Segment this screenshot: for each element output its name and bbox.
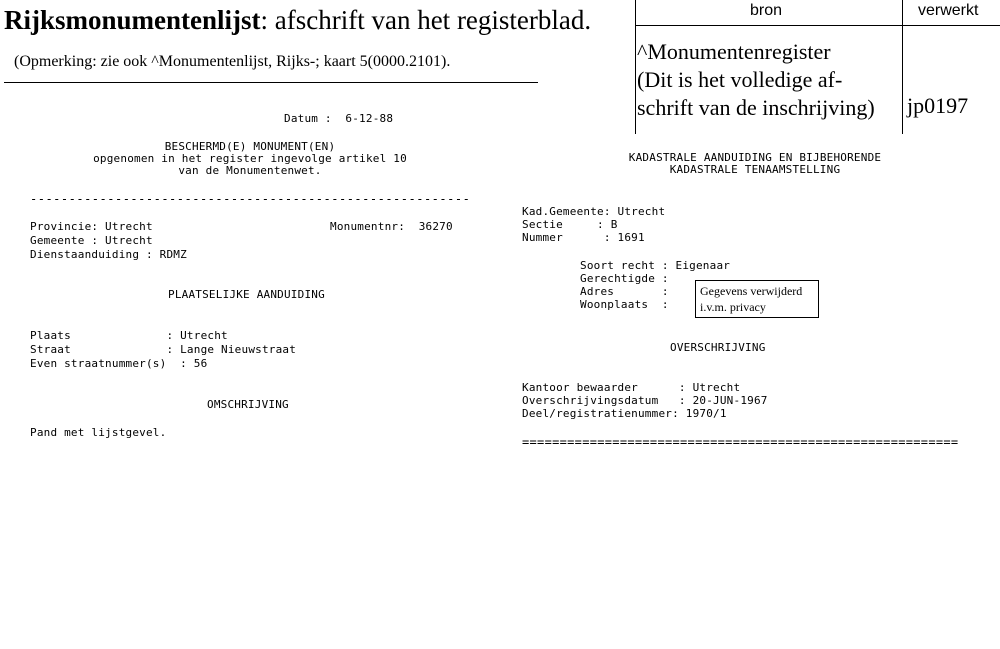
dienstaanduiding: Dienstaanduiding : RDMZ: [30, 248, 187, 261]
woonplaats: Woonplaats :: [580, 298, 669, 311]
datum: Datum : 6-12-88: [284, 112, 394, 125]
heading-line: opgenomen in het register ingevolge artikel 10: [93, 152, 407, 165]
column-header-bron: bron: [750, 2, 783, 19]
kantoor-bewaarder: Kantoor bewaarder : Utrecht: [522, 381, 741, 394]
privacy-line: i.v.m. privacy: [700, 300, 766, 314]
equals-separator: ==========================================================: [522, 435, 959, 449]
bron-cell: [637, 38, 875, 122]
heading-line: van de Monumentenwet.: [178, 164, 322, 177]
privacy-notice-box: [695, 280, 819, 318]
page-title-bold: Rijksmonumentenlijst: [4, 5, 261, 35]
kad-gemeente: Kad.Gemeente: Utrecht: [522, 205, 666, 218]
table-left-border: [635, 0, 636, 134]
omschrijving-title: OMSCHRIJVING: [207, 398, 289, 411]
overschrijvingsdatum: Overschrijvingsdatum : 20-JUN-1967: [522, 394, 768, 407]
bron-line: ^Monumentenregister: [637, 39, 831, 64]
table-column-divider: [902, 0, 903, 134]
sectie: Sectie : B: [522, 218, 618, 231]
privacy-line: Gegevens verwijderd: [700, 284, 803, 298]
adres: Adres :: [580, 285, 669, 298]
soort-recht: Soort recht : Eigenaar: [580, 259, 731, 272]
kad-heading-line: KADASTRALE TENAAMSTELLING: [669, 163, 841, 176]
page-title: [4, 2, 591, 38]
monument-heading: [40, 141, 460, 177]
table-header-divider: [635, 25, 1000, 26]
deel-registratienummer: Deel/registratienummer: 1970/1: [522, 407, 727, 420]
kad-heading-line: KADASTRALE AANDUIDING EN BIJBEHORENDE: [628, 151, 882, 164]
kadastrale-heading: [550, 152, 960, 176]
straat: Straat : Lange Nieuwstraat: [30, 343, 297, 356]
plaatselijke-aanduiding-title: PLAATSELIJKE AANDUIDING: [168, 288, 325, 301]
heading-line: BESCHERMD(E) MONUMENT(EN): [164, 140, 336, 153]
plaats: Plaats : Utrecht: [30, 329, 228, 342]
dash-separator: ---------------------------------------------------------: [30, 192, 471, 206]
omschrijving: Pand met lijstgevel.: [30, 426, 167, 439]
provincie: Provincie: Utrecht: [30, 220, 153, 233]
nummer: Nummer : 1691: [522, 231, 645, 244]
overschrijving-title: OVERSCHRIJVING: [670, 341, 766, 354]
column-header-verwerkt: verwerkt: [918, 2, 979, 19]
verwerkt-cell: jp0197: [907, 93, 969, 118]
page-title-rest: : afschrift van het registerblad.: [260, 5, 592, 35]
gemeente: Gemeente : Utrecht: [30, 234, 153, 247]
bron-line: schrift van de inschrijving): [637, 95, 875, 120]
bron-line: (Dit is het volledige af-: [637, 67, 843, 92]
monumentnr: Monumentnr: 36270: [330, 220, 453, 233]
remark: (Opmerking: zie ook ^Monumentenlijst, Rijks-; kaart 5(0000.2101).: [14, 53, 451, 70]
even-straatnummer: Even straatnummer(s) : 56: [30, 357, 208, 370]
title-divider: [4, 82, 538, 83]
gerechtigde: Gerechtigde :: [580, 272, 669, 285]
